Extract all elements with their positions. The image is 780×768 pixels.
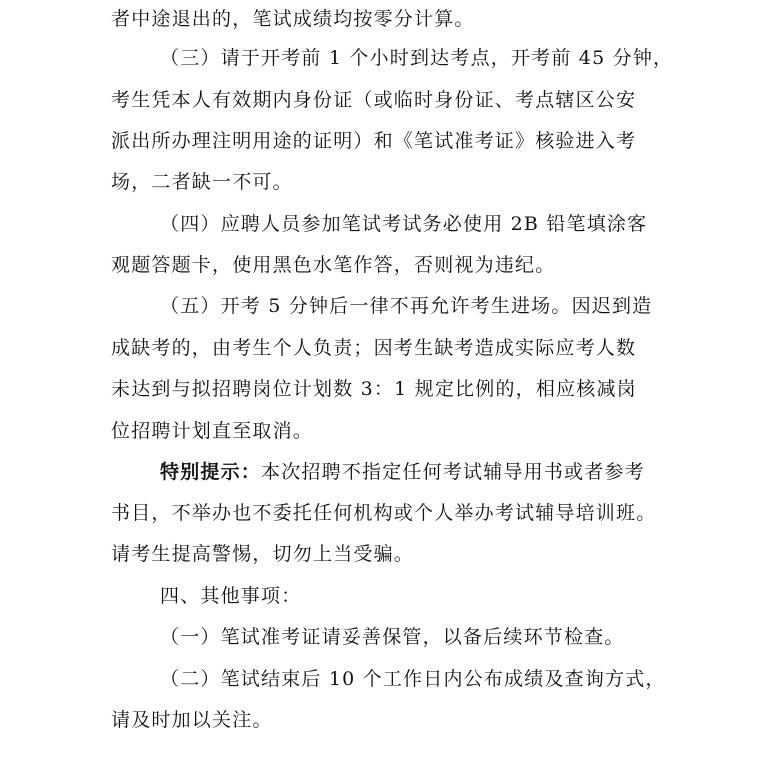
notice-label: 特别提示： <box>160 461 262 483</box>
paragraph-line-14: 请考生提高警惕，切勿上当受骗。 <box>111 543 415 565</box>
paragraph-line-9: 成缺考的，由考生个人负责；因考生缺考造成实际应考人数 <box>111 337 637 359</box>
paragraph-line-11: 位招聘计划直至取消。 <box>111 420 314 442</box>
notice-line <box>160 459 645 485</box>
paragraph-line-16: （一）笔试准考证请妥善保管，以备后续环节检查。 <box>160 626 625 648</box>
section-heading: 四、其他事项： <box>160 585 302 607</box>
paragraph-line-8: （五）开考 5 分钟后一律不再允许考生进场。因迟到造 <box>160 295 653 317</box>
paragraph-line-13: 书目，不举办也不委托任何机构或个人举办考试辅导培训班。 <box>111 502 657 524</box>
paragraph-line-6: （四）应聘人员参加笔试考试务必使用 2B 铅笔填涂客 <box>160 213 648 235</box>
notice-text: 本次招聘不指定任何考试辅导用书或者参考 <box>261 461 645 483</box>
paragraph-line-5: 场，二者缺一不可。 <box>111 171 293 193</box>
paragraph-line-7: 观题答题卡，使用黑色水笔作答，否则视为违纪。 <box>111 254 556 276</box>
paragraph-line-1: 者中途退出的，笔试成绩均按零分计算。 <box>111 8 475 30</box>
paragraph-line-17: （二）笔试结束后 10 个工作日内公布成绩及查询方式， <box>160 668 666 690</box>
paragraph-line-2: （三）请于开考前 1 个小时到达考点，开考前 45 分钟， <box>160 47 674 69</box>
paragraph-line-10: 未达到与拟招聘岗位计划数 3：1 规定比例的，相应核减岗 <box>111 378 637 400</box>
paragraph-line-4: 派出所办理注明用途的证明）和《笔试准考证》核验进入考 <box>111 130 637 152</box>
paragraph-line-18: 请及时加以关注。 <box>111 709 273 731</box>
paragraph-line-3: 考生凭本人有效期内身份证（或临时身份证、考点辖区公安 <box>111 89 637 111</box>
